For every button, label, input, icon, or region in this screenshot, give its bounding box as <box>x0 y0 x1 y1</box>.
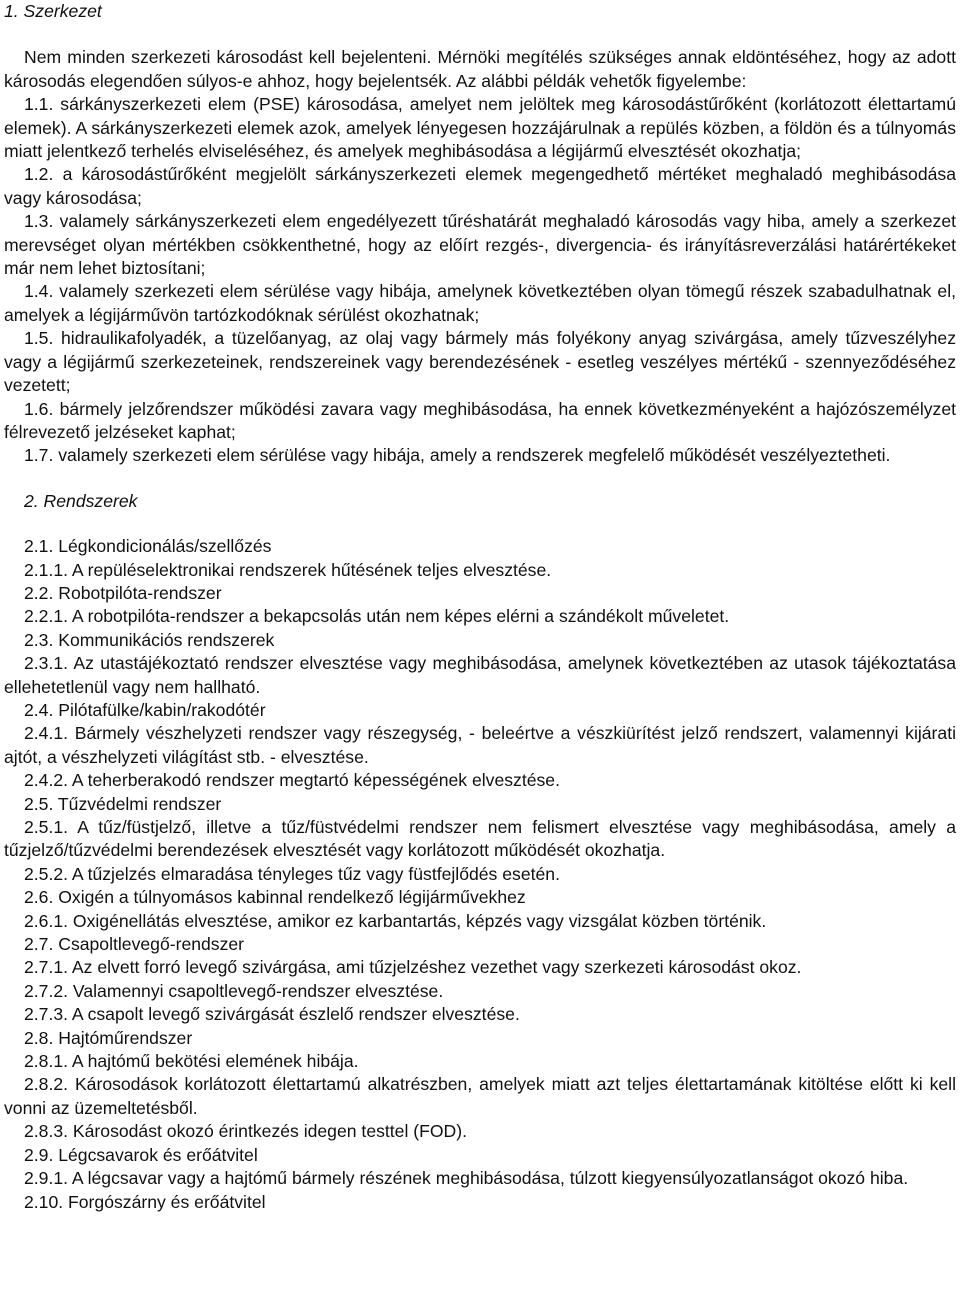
list-item: 2.1.1. A repüléselektronikai rendszerek hűtésének teljes elvesztése. <box>24 559 552 580</box>
list-item: 2.2. Robotpilóta-rendszer <box>24 582 222 603</box>
list-item: 2.8.1. A hajtómű bekötési elemének hibája. <box>24 1051 359 1072</box>
list-item: 1.2. a károsodástűrőként megjelölt sárkányszerkezeti elemek megengedhető mértéket meghaladó meghibásodása vagy károsodása; <box>4 164 956 208</box>
list-item: 2.7.3. A csapolt levegő szivárgását észlelő rendszer elvesztése. <box>24 1004 520 1025</box>
list-item: 2.4. Pilótafülke/kabin/rakodótér <box>24 699 266 720</box>
list-item: 2.6.1. Oxigénellátás elvesztése, amikor ez karbantartás, képzés vagy vizsgálat közben történik. <box>24 910 767 931</box>
list-item: 1.3. valamely sárkányszerkezeti elem engedélyezett tűréshatárát meghaladó károsodás vagy hiba, amely a szerkezet merevséget olyan mértékben csökkenthetné, hogy az előírt rezgés-, divergencia- és irányításreverzálási határértékeket már nem lehet biztosítani; <box>4 211 956 279</box>
list-item: 1.7. valamely szerkezeti elem sérülése vagy hibája, amely a rendszerek megfelelő működését veszélyeztetheti. <box>24 445 891 466</box>
list-item: 2.7.1. Az elvett forró levegő szivárgása, ami tűzjelzéshez vezethet vagy szerkezeti károsodást okoz. <box>24 957 802 978</box>
list-item: 2.3. Kommunikációs rendszerek <box>24 629 275 650</box>
list-item: 1.5. hidraulikafolyadék, a tüzelőanyag, az olaj vagy bármely más folyékony anyag szivárgása, amely tűzveszélyhez vagy a légijármű szerkezeteinek, rendszereinek vagy berendezésének - esetleg veszélyes mértékű - szennyeződéséhez vezetett; <box>4 328 956 396</box>
list-item: 2.8.3. Károsodást okozó érintkezés idegen testtel (FOD). <box>24 1121 467 1142</box>
list-item: 2.9. Légcsavarok és erőátvitel <box>24 1144 258 1165</box>
list-item: 2.2.1. A robotpilóta-rendszer a bekapcsolás után nem képes elérni a szándékolt műveletet. <box>24 606 730 627</box>
list-item: 1.6. bármely jelzőrendszer működési zavara vagy meghibásodása, ha ennek következményeként a hajózószemélyzet félrevezető jelzéseket kaphat; <box>4 398 956 442</box>
document-page <box>4 0 956 1214</box>
list-item: 2.5. Tűzvédelmi rendszer <box>24 793 222 814</box>
list-item: 2.7. Csapoltlevegő-rendszer <box>24 934 245 955</box>
spacer <box>4 468 956 490</box>
list-item: 2.8. Hajtóműrendszer <box>24 1027 193 1048</box>
list-item: 2.10. Forgószárny és erőátvitel <box>24 1191 266 1212</box>
spacer <box>4 513 956 535</box>
list-item: 2.7.2. Valamennyi csapoltlevegő-rendszer elvesztése. <box>24 980 444 1001</box>
list-item: 2.9.1. A légcsavar vagy a hajtómű bármely részének meghibásodása, túlzott kiegyensúlyozatlanságot okozó hiba. <box>24 1168 909 1189</box>
list-item: 2.4.2. A teherberakodó rendszer megtartó képességének elvesztése. <box>24 770 560 791</box>
list-item: 2.6. Oxigén a túlnyomásos kabinnal rendelkező légijárművekhez <box>24 887 526 908</box>
list-item: 2.8.2. Károsodások korlátozott élettartamú alkatrészben, amelyek miatt azt teljes élettartamának kitöltése előtt ki kell vonni az üzemeltetésből. <box>4 1074 956 1118</box>
list-item: 1.1. sárkányszerkezeti elem (PSE) károsodása, amelyet nem jelöltek meg károsodástűrőként (korlátozott élettartamú elemek). A sárkányszerkezeti elemek azok, amelyek lényegesen hozzájárulnak a repülés közben, a földön és a túlnyomás miatt jelentkező terhelés elviseléséhez, és amelyek meghibásodása a légijármű elvesztését okozhatja; <box>4 94 956 162</box>
list-item: 2.5.2. A tűzjelzés elmaradása tényleges tűz vagy füstfejlődés esetén. <box>24 863 560 884</box>
section-title-systems: 2. Rendszerek <box>24 490 138 511</box>
section-title-structure: 1. Szerkezet <box>4 1 102 21</box>
list-item: 2.3.1. Az utastájékoztató rendszer elvesztése vagy meghibásodása, amelynek következtében az utasok tájékoztatása ellehetetlenül vagy nem hallható. <box>4 653 956 697</box>
section-intro: Nem minden szerkezeti károsodást kell bejelenteni. Mérnöki megítélés szükséges annak eldöntéséhez, hogy az adott károsodás elegendően súlyos-e ahhoz, hogy bejelentsék. Az alábbi példák vehetők figyelembe: <box>4 47 956 91</box>
list-item: 1.4. valamely szerkezeti elem sérülése vagy hibája, amelynek következtében olyan tömegű részek szabadulhatnak el, amelyek a légijárművön tartózkodóknak sérülést okozhatnak; <box>4 281 956 325</box>
list-item: 2.1. Légkondicionálás/szellőzés <box>24 536 272 557</box>
list-item: 2.5.1. A tűz/füstjelző, illetve a tűz/füstvédelmi rendszer nem felismert elvesztése vagy meghibásodása, amely a tűzjelző/tűzvédelmi berendezések elvesztését vagy korlátozott működését okozhatja. <box>4 817 956 861</box>
list-item: 2.4.1. Bármely vészhelyzeti rendszer vagy részegység, - beleértve a vészkiürítést jelző rendszert, valamennyi kijárati ajtót, a vészhelyzeti világítást stb. - elvesztése. <box>4 723 956 767</box>
